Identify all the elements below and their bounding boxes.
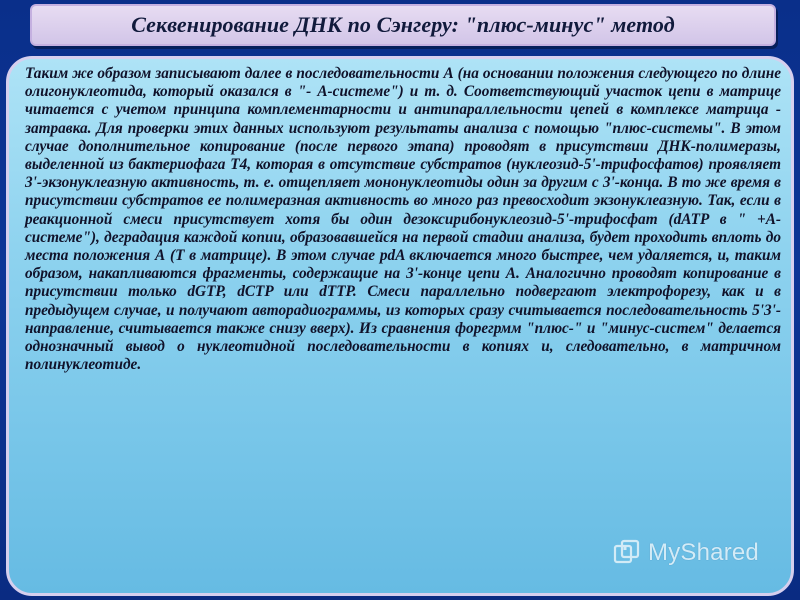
content-panel: [6, 56, 794, 596]
watermark-text: MyShared: [648, 539, 759, 566]
slide-title: Секвенирование ДНК по Сэнгеру: "плюс-минус" метод: [131, 12, 675, 37]
myshared-logo-icon: [612, 538, 642, 568]
watermark: [612, 538, 759, 568]
body-paragraph: Таким же образом записывают далее в последовательности А (на основании положения следующего по длине олигонуклеотида, который оказался в "- А-системе") и т. д. Соответствующий участок цепи в матрице читается с учетом принципа комплементарности и антипараллельности цепей в комплексе матрица - затравка. Для проверки этих данных используют результаты анализа с помощью "плюс-системы". В этом случае дополнительное копирование (после первого этапа) проводят в присутствии ДНК-полимеразы, выделенной из бактериофага Т4, которая в отсутствие субстратов (нуклеозид-5'-трифосфатов) проявляет 3'-экзонуклеазную активность, т. е. отщепляет мононуклеотиды один за другим с 3'-конца. В то же время в присутствии субстратов ее полимеразная активность во много раз превосходит экзонуклеазную. Так, если в реакционной смеси присутствует хотя бы один дезоксирибонуклеозид-5'-трифосфат (dATP в " +А-системе"), деградация каждой копии, образовавшейся на первой стадии анализа, будет проходить вплоть до места положения А (Т в матрице). В этом случае рdA включается много быстрее, чем удаляется, и, таким образом, накапливаются фрагменты, содержащие на 3'-конце цепи А. Аналогично проводят копирование в присутствии только dGTP, dCTP или dTTP. Смеси параллельно подвергают электрофорезу, как и в предыдущем случае, и получают авторадиограммы, из которых сразу считывается последовательность 5'3'-направление, считывается также снизу вверх). Из сравнения форегрмм "плюс-" и "минус-систем" делается однозначный вывод о нуклеотидной последовательности в копиях и, следовательно, в матричном полинуклеотиде.: [25, 65, 781, 374]
title-banner: [30, 4, 776, 46]
